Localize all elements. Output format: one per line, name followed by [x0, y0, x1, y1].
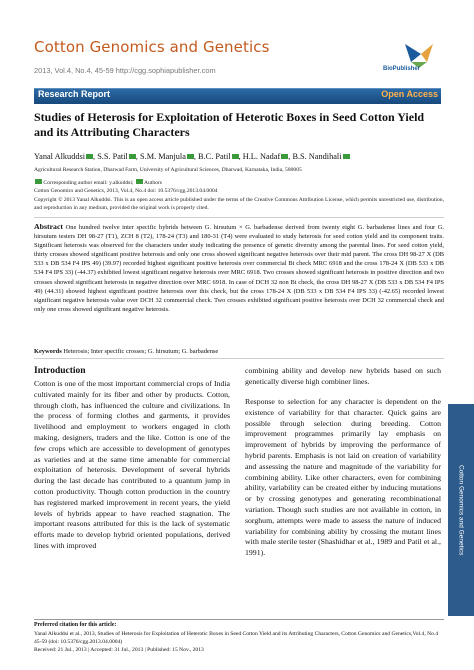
- divider: [34, 217, 444, 218]
- journal-title: Cotton Genomics and Genetics: [34, 38, 270, 56]
- author-name[interactable]: S.S. Patil: [97, 152, 128, 161]
- email-icon: [35, 179, 42, 184]
- publication-dates: Received: 21 Jul., 2013 | Accepted: 31 Jul., 2013 | Published: 15 Nov., 2013: [34, 647, 204, 653]
- article-type-label: Research Report: [38, 89, 111, 99]
- authors-label: Authors: [143, 180, 162, 186]
- keywords-label: Keywords: [34, 348, 62, 355]
- abstract: [34, 222, 444, 314]
- divider: [34, 358, 444, 359]
- citation-text: Yanal Alkuddsi et al., 2013, Studies of Heterosis for Exploitation of Heterotic Boxes in Seed Cotton Yield and its Attributing Characters, Cotton Genomics and Genetics,Vol.4, No.4 45-59 (doi: 10.5376/cgg.2013.04.0004): [34, 631, 439, 645]
- email-icon[interactable]: [343, 154, 350, 159]
- body-text-right-top: combining ability and develop new hybrids based on such genetically diverse high combiner lines.: [245, 366, 441, 386]
- author-name[interactable]: H.L. Nadaf: [242, 152, 281, 161]
- email-icon[interactable]: [86, 154, 93, 159]
- divider: [34, 619, 444, 620]
- citation-line: Cotton Genomics and Genetics, 2013, Vol.4, No.4 doi: 10.5376/cgg.2013.04.0004: [34, 188, 218, 194]
- email-icon[interactable]: [129, 154, 136, 159]
- keywords-text: Heterosis; Inter specific crosses; G. hirsutum; G. barbadense: [63, 348, 219, 355]
- affiliation: Agricultural Research Station, Dharwad Farm, University of Agricultural Sciences, Dharwad, Karnataka, India, 580005: [34, 167, 302, 173]
- email-icon[interactable]: [281, 154, 288, 159]
- email-icon[interactable]: [187, 154, 194, 159]
- body-text-right: Response to selection for any character is dependent on the existence of variability for that character. Quick gains are possible through selection during breeding. Cotton improvement programmes primarily lay emphasis on improvement of hybrids by improving the performance of hybrid parents. Emphasis is not laid on creation of variability and assessing the nature and magnitude of the variability for combining ability. Like other characters, even for combining ability, variability can be created either by inducing mutations or by crossing genotypes and generating recombinational variation. Though such studies are not available in cotton, in sorghum, attempts were made to assess the nature of induced variability for combining ability by crossing the mutant lines with male sterile tester (Shashidhar et al., 1989 and Patil et al., 1991).: [245, 397, 441, 558]
- author-name[interactable]: Yanal Alkuddsi: [34, 152, 86, 161]
- copyright-notice: Copyright © 2013 Yanal Alkuddsi. This is an open access article published under the terms of the Creative Commons Attribution License, which permits unrestricted use, distribution, and reproduction in any medium, provided the original work is properly cited.: [34, 197, 444, 211]
- publisher-logo-icon: [383, 40, 439, 80]
- author-name[interactable]: S.M. Manjula: [140, 152, 186, 161]
- author-name[interactable]: B.C. Patil: [198, 152, 231, 161]
- publisher-name: BioPublisher: [383, 66, 421, 72]
- body-text-left: Cotton is one of the most important commercial crops of India cultivated mainly for its fiber and other by products. Cotton, through cloth, has influenced the culture and civilizations. In the process of forming clothes and garments, it provides livelihood and employment to workers engaged in cloth making, designers, traders and the like. Cotton is one of the few crops which are accessible to development of genotypes as varieties and at the same time amenable for commercial exploitation of heterosis. Development of several hybrids during the last decade has contributed to a quantum jump in cotton productivity. Though cotton production in the country has registered marked improvement in recent years, the yield levels of hybrids appear to have reached stagnation. The important reasons attributed for this is the lack of systematic efforts made to develop hybrid oriented populations, derived lines with improved: [34, 379, 230, 550]
- author-name[interactable]: B.S. Nandihali: [292, 152, 342, 161]
- citation-heading: Preferred citation for this article:: [34, 622, 117, 628]
- section-heading: Introduction: [34, 366, 86, 376]
- email-icon[interactable]: [232, 154, 239, 159]
- abstract-text: One hundred twelve inter specific hybrids between G. hirsutum × G. barbadense derived from twenty eight G. barbadense lines and four G. hirsutum testers DH 98-27 (T1), ZCH 8 (T2), 178-24 (T3) and 180-31 (T4) were evaluated to study heterosis for seed cotton yield and its component traits. Significant heterosis was observed for the characters under study indicating the presence of genetic diversity among the parental lines. For seed cotton yield, thirty crosses showed significant positive heterosis and only one cross showed significant negative heterosis over their mid parent. The cross DH 98-27 X (DB 533 x DB 534 F4 IPS 49) (39.97) recorded highest significant positive heterosis over commercial Bt check MRC 6918 and the cross 178-24 X (DB 533 x DB 534 F4 IPS 33) (-44.37) exhibited lowest significant negative heterosis over MRC 6918. Two crosses showed significant heterosis in positive direction and two crosses showed significant heterosis in negative direction over MRC 6918. In case of DCH 32 non Bt check, the cross DH 98-27 X (DB 533 x DB 534 F4 IPS 49) (44.31) showed highest significant positive heterosis over this check, but the cross 178-24 X (DB 533 x DB 534 F4 IPS 33) (-42.65) recorded lowest significant negative heterosis value over DCH 32 commercial check. Two crosses exhibited significant positive heterosis over DCH 32 commercial check and only one cross showed significant negative heterosis.: [34, 224, 444, 313]
- keywords: [34, 348, 444, 355]
- corresponding-info: Corresponding author email: y.alkuddsi; Authors Cotton Genomics and Genetics, 2013, Vol.4, No.4 doi: 10.5376/cgg.2013.04.0004: [34, 180, 218, 194]
- open-access-label: Open Access: [381, 89, 438, 99]
- corresponding-email[interactable]: Corresponding author email: y.alkuddsi: [43, 180, 132, 186]
- author-list: Yanal Alkuddsi , S.S. Patil , S.M. Manjula , B.C. Patil , H.L. Nadaf , B.S. Nandihali: [34, 152, 444, 161]
- abstract-label: Abstract: [34, 222, 64, 231]
- email-icon: [136, 179, 143, 184]
- paper-title: Studies of Heterosis for Exploitation of Heterotic Boxes in Seed Cotton Yield and its Attributing Characters: [34, 110, 425, 139]
- journal-side-label: Cotton Genomics and Genetics: [457, 464, 465, 556]
- journal-meta[interactable]: 2013, Vol.4, No.4, 45-59 http://cgg.sophiapublisher.com: [34, 66, 216, 75]
